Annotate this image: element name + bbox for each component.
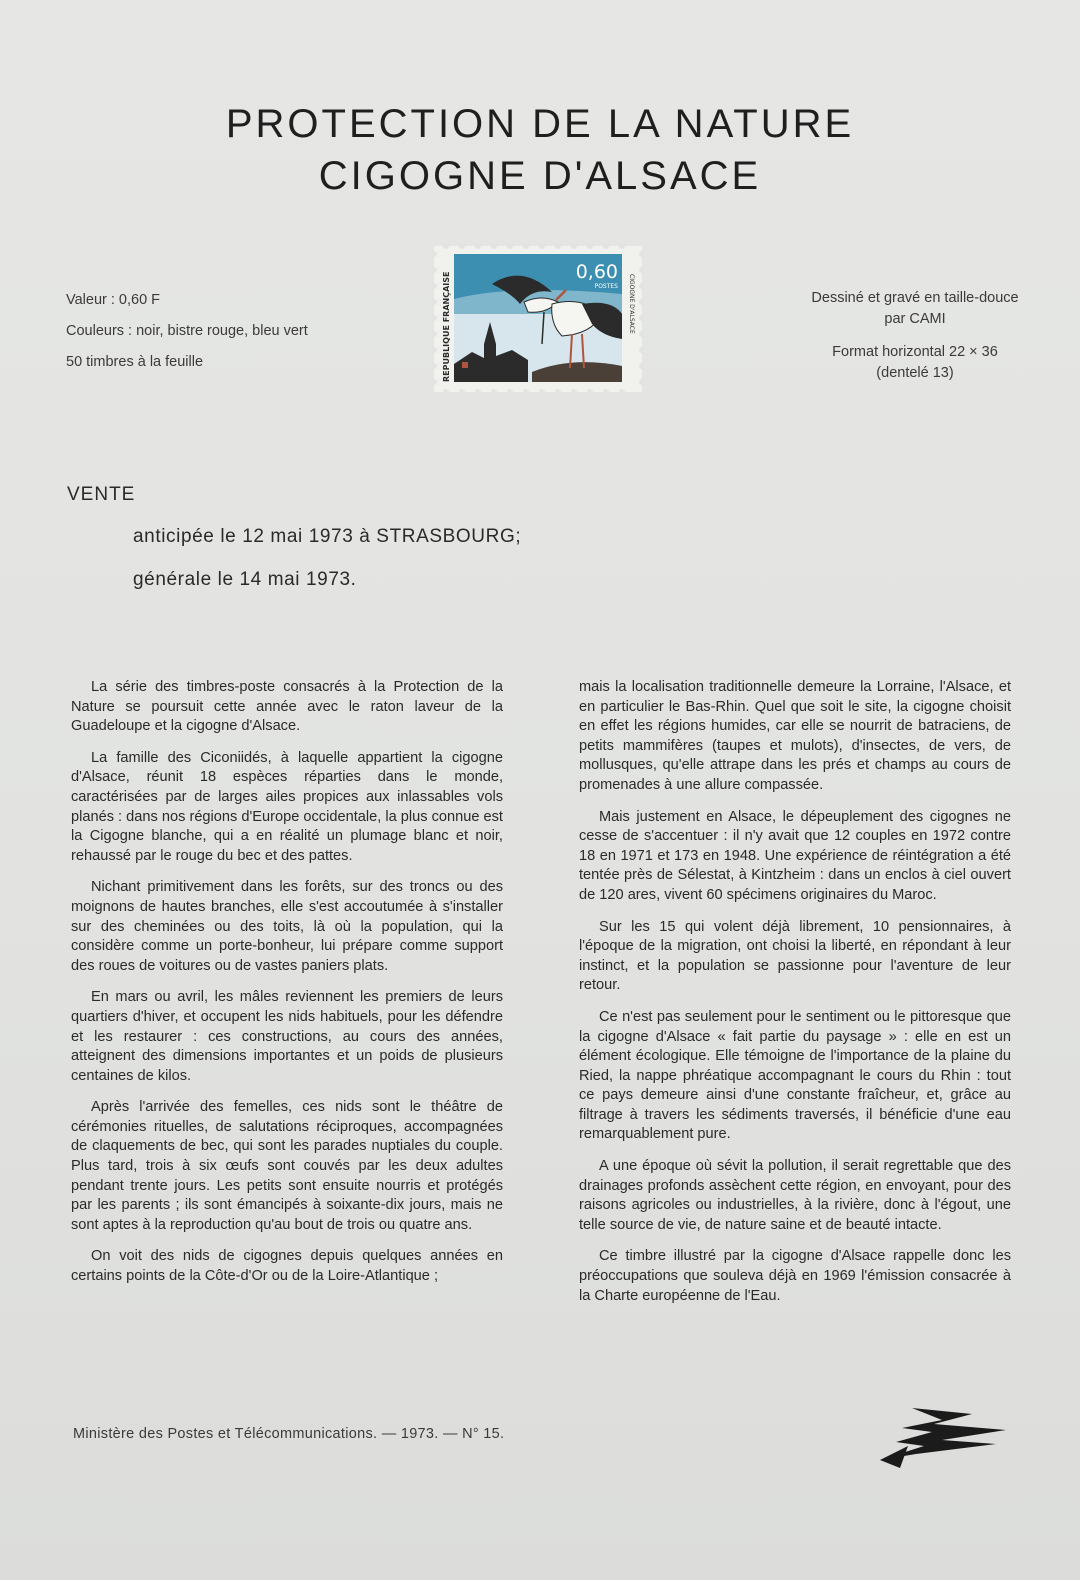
la-poste-logo-icon <box>872 1406 1012 1470</box>
paragraph: Ce n'est pas seulement pour le sentiment ou le pittoresque que la cigogne d'Alsace « fait partie du paysage » : elle en est un élément écologique. Elle témoigne de l'importance de la plaine du Ried, la nappe phréatique accompagnant le cours du Rhin : tout ce pays demeure ainsi d'une constante fraîcheur, et, grâce au filtrage à travers les sédiments traversés, il bénéficie d'une eau remarquablement pure. <box>579 1008 1011 1143</box>
footer-ministere: Ministère des Postes et Télécommunications. — 1973. — N° 15. <box>73 1426 505 1442</box>
paragraph: Mais justement en Alsace, le dépeuplement des cigognes ne cesse de s'accentuer : il n'y avait que 12 couples en 1972 contre 18 en 1971 et 173 en 1948. Une expérience de réintégration a été tentée près de Sélestat, à Kintzheim : dans un enclos à ciel ouvert de 120 ares, vivent 60 spécimens originaires du Maroc. <box>579 808 1011 903</box>
vente-generale: générale le 14 mai 1973. <box>133 569 357 590</box>
spec-valeur: Valeur : 0,60 F <box>66 292 161 308</box>
paragraph: La famille des Ciconiidés, à laquelle appartient la cigogne d'Alsace, réunit 18 espèces réparties dans le monde, caractérisées par de larges ailes propices aux inlassables vols planés : dans nos régions d'Europe occidentale, la plus connue est la Cigogne blanche, qui a en réalité un plumage blanc et noir, rehaussé par le rouge du bec et des pattes. <box>71 749 503 864</box>
stamp-caption: CIGOGNE D'ALSACE <box>628 274 635 334</box>
body-column-left <box>71 678 503 1299</box>
title-line-2: CIGOGNE D'ALSACE <box>318 154 762 198</box>
paragraph: La série des timbres-poste consacrés à la Protection de la Nature se poursuit cette année avec le raton laveur de la Guadeloupe et la cigogne d'Alsace. <box>71 679 503 735</box>
vente-anticipee: anticipée le 12 mai 1973 à STRASBOURG; <box>133 526 522 547</box>
spec-dessine-1: Dessiné et gravé en taille-douce <box>811 290 1019 306</box>
page-title <box>0 98 1080 202</box>
stamp-specs-left <box>66 292 308 385</box>
paragraph: mais la localisation traditionnelle demeure la Lorraine, l'Alsace, et en particulier le Bas-Rhin. Quel que soit le site, la cigogne choisit en effet les régions humides, car elle se nourrit de batraciens, de petits mammifères (taupes et mulots), d'insectes, de vers, de mollusques, qu'elle attrape dans les prés et champs au cours de promenades à une allure compassée. <box>579 679 1011 793</box>
stamp-image <box>432 244 644 394</box>
paragraph: Nichant primitivement dans les forêts, sur des troncs ou des moignons de hautes branches, elle s'est accoutumée à s'installer sur des cheminées ou des toits, là où la population, qui la considère comme un porte-bonheur, lui prépare comme support des roues de voitures ou de vastes paniers plats. <box>71 879 503 974</box>
stamp-specs-right <box>800 288 1030 384</box>
stamp-postes: POSTES <box>594 283 618 290</box>
paragraph: Sur les 15 qui volent déjà librement, 10 pensionnaires, à l'époque de la migration, ont choisi la liberté, en répondant à leur instinct, et la population se passionne pour l'aventure de leur retour. <box>579 918 1011 994</box>
stamp-value: 0,60 <box>575 261 618 283</box>
spec-timbres: 50 timbres à la feuille <box>66 354 204 370</box>
spec-format-1: Format horizontal 22 × 36 <box>832 344 998 360</box>
stamp-country: REPUBLIQUE FRANÇAISE <box>442 271 451 382</box>
paragraph: A une époque où sévit la pollution, il serait regrettable que des drainages profonds assèchent cette région, en envoyant, pour des raisons agricoles ou industrielles, à la rivière, donc à l'égout, une telle source de vie, de nature saine et de beauté intacte. <box>579 1158 1011 1233</box>
spec-couleurs: Couleurs : noir, bistre rouge, bleu vert <box>66 323 308 339</box>
spec-dessine-2: par CAMI <box>884 311 946 327</box>
spec-format-2: (dentelé 13) <box>876 365 954 381</box>
title-line-1: PROTECTION DE LA NATURE <box>225 102 855 146</box>
vente-heading: VENTE <box>67 484 136 505</box>
paragraph: En mars ou avril, les mâles reviennent les premiers de leurs quartiers d'hiver, et occupent les nids habituels, pour les défendre et les restaurer : ces constructions, au cours des années, atteignent des dimensions importantes et un poids de plusieurs centaines de kilos. <box>71 989 503 1084</box>
paragraph: On voit des nids de cigognes depuis quelques années en certains points de la Côte-d'Or ou de la Loire-Atlantique ; <box>71 1248 503 1285</box>
paragraph: Ce timbre illustré par la cigogne d'Alsace rappelle donc les préoccupations que souleva déjà en 1969 l'émission consacrée à la Charte européenne de l'Eau. <box>579 1248 1011 1304</box>
body-column-right <box>579 678 1011 1318</box>
paragraph: Après l'arrivée des femelles, ces nids sont le théâtre de cérémonies rituelles, de salutations réciproques, accompagnées de claquements de bec, qui sont les parades nuptiales du couple. Plus tard, trois à six œufs sont couvés par les deux adultes pendant trente jours. Les petits sont ensuite nourris et protégés par les parents ; ils sont émancipés à soixante-dix jours, mais ne sont aptes à la reproduction qu'au bout de trois ou quatre ans. <box>71 1099 503 1233</box>
